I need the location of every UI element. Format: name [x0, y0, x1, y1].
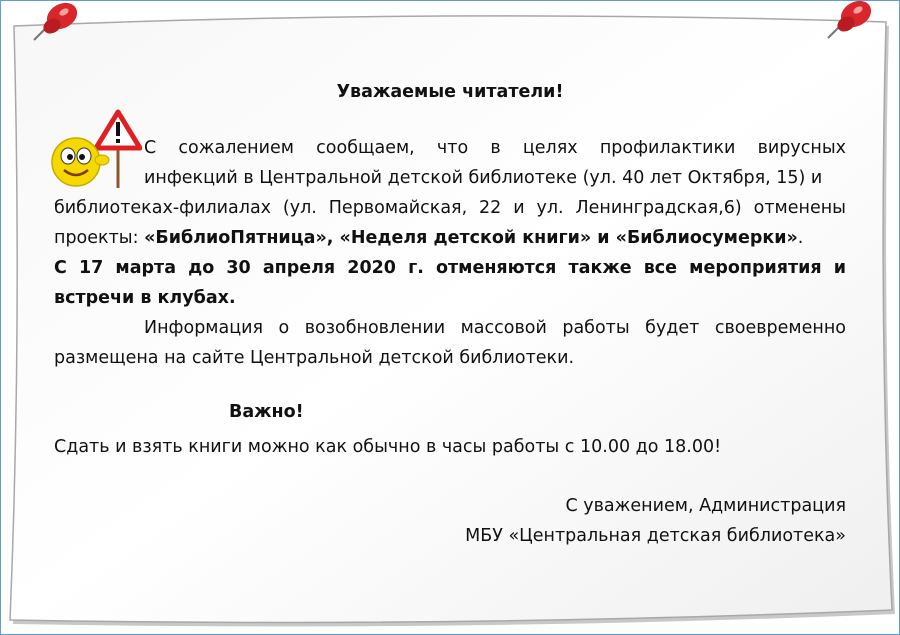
signature — [465, 491, 846, 551]
paragraph-2-text: Информация о возобновлении массовой работы будет своевременно размещена на сайте Центральной детской библиотеки. — [54, 318, 846, 368]
paragraph-1-rest: библиотеках-филиалах (ул. Первомайская, 22 и ул. Ленинградская,6) отменены проекты: — [54, 198, 846, 248]
cancelled-projects: «БиблиоПятница», «Неделя детской книги» и «Библиосумерки» — [144, 228, 798, 248]
working-hours-text: Сдать и взять книги можно как обычно в часы работы с 10.00 до 18.00! — [54, 437, 722, 457]
signature-line-2: МБУ «Центральная детская библиотека» — [465, 526, 846, 546]
important-heading: Важно! — [229, 402, 304, 422]
notice-paragraph-2 — [54, 313, 846, 373]
notice-paragraph-1 — [54, 133, 846, 313]
bold-notice: С 17 марта до 30 апреля 2020 г. отменяются также все мероприятия и встречи в клубах. — [54, 258, 846, 308]
paragraph-1-line-2: инфекций в Центральной детской библиотеке (ул. 40 лет Октября, 15) и — [144, 168, 823, 188]
signature-line-1: С уважением, Администрация — [565, 496, 846, 516]
paragraph-1-end: . — [797, 228, 804, 248]
paragraph-1-line-1: С сожалением сообщаем, что в целях профилактики вирусных — [144, 138, 846, 158]
notice-title: Уважаемые читатели! — [336, 82, 564, 102]
